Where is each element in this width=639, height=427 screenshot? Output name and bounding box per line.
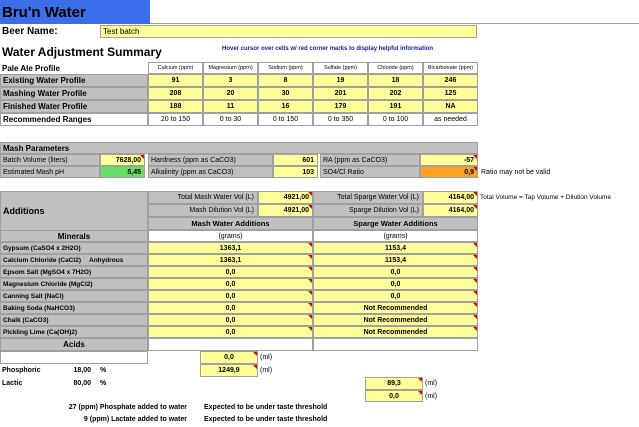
total-sparge-vol-label: Total Sparge Water Vol (L) (313, 191, 423, 204)
mineral-name: Gypsum (CaSO4 x 2H2O) (3, 244, 81, 252)
title-bar-filler (150, 0, 639, 24)
profile-col-header: Magnesium (ppm) (203, 62, 258, 74)
profile-cell: 125 (423, 87, 478, 100)
batch-volume-input[interactable]: 7628,00 (100, 154, 145, 166)
profile-cell: 20 (203, 87, 258, 100)
mineral-mash-input[interactable]: 1363,1 (148, 254, 313, 266)
mash-ph-label: Estimated Mash pH (0, 166, 100, 178)
mineral-mash-input[interactable]: 0,0 (148, 278, 313, 290)
profile-cell: 191 (368, 100, 423, 113)
mineral-name: Chalk (CaCO3) (3, 316, 49, 324)
profile-cell: NA (423, 100, 478, 113)
lactate-note: 9 (ppm) Lactate added to water (83, 416, 187, 423)
profile-cell: 11 (203, 100, 258, 113)
mineral-row-label (0, 266, 148, 278)
acids-header: Acids (0, 338, 148, 351)
mineral-sparge-input[interactable]: Not Recommended (313, 302, 478, 314)
additions-title: Additions (0, 191, 148, 231)
profile-cell: 16 (258, 100, 313, 113)
total-mash-vol-input[interactable]: 4921,00 (258, 191, 313, 204)
profile-col-header: Sodium (ppm) (258, 62, 313, 74)
lactic-label: Lactic (2, 380, 23, 387)
mash-parameters-title: Mash Parameters (0, 142, 478, 154)
mineral-sparge-input[interactable]: Not Recommended (313, 314, 478, 326)
profile-cell: 208 (148, 87, 203, 100)
profile-cell: 0 to 100 (368, 113, 423, 126)
phosphoric-label: Phosphoric (2, 367, 41, 374)
beer-name-input[interactable]: Test batch (100, 25, 477, 38)
ml-unit: (ml) (425, 392, 438, 400)
beer-name-label: Beer Name: (2, 26, 58, 37)
mineral-mash-input[interactable]: 1363,1 (148, 242, 313, 254)
mash-unit: (grams) (148, 230, 313, 242)
mineral-row-label (0, 326, 148, 338)
so4-cl-ratio-label: SO4/Cl Ratio (320, 166, 420, 178)
profile-cell: 20 to 150 (148, 113, 203, 126)
sparge-additions-header: Sparge Water Additions (313, 217, 478, 230)
profile-cell: 246 (423, 74, 478, 87)
mineral-row-label (0, 302, 148, 314)
profile-col-header: Bicarbonate (ppm) (423, 62, 478, 74)
mineral-name: Pickling Lime (Ca(OH)2) (3, 328, 78, 336)
profile-cell: 91 (148, 74, 203, 87)
phosphate-note: 27 (ppm) Phosphate added to water (68, 404, 187, 411)
ml-unit: (ml) (260, 354, 273, 361)
profile-col-header: Sulfate (ppm) (313, 62, 368, 74)
total-sparge-vol-input[interactable]: 4164,00 (423, 191, 478, 204)
phosphoric-pct[interactable]: 18,00 (73, 367, 91, 374)
profile-cell: as needed (423, 113, 478, 126)
mineral-name: Magnesium Chloride (MgCl2) (3, 280, 93, 288)
mineral-name: Epsom Salt (MgSO4 x 7H2O) (3, 268, 92, 276)
profile-cell: 3 (203, 74, 258, 87)
acid-sparge-blank (313, 338, 478, 351)
hardness-value: 601 (273, 154, 318, 166)
mineral-mash-input[interactable]: 0,0 (148, 266, 313, 278)
profile-row-label: Recommended Ranges (0, 113, 148, 126)
app-title: Bru'n Water (0, 0, 150, 24)
minerals-header: Minerals (0, 230, 148, 242)
acid-mash-blank (148, 338, 313, 351)
mineral-row-label (0, 278, 148, 290)
mineral-name: Baking Soda (NaHCO3) (3, 304, 75, 312)
profile-name: Pale Ale Profile (2, 63, 60, 73)
lactic-pct-sign: % (100, 380, 107, 387)
profile-cell: 188 (148, 100, 203, 113)
mineral-mash-input[interactable]: 0,0 (148, 290, 313, 302)
mineral-row-label (0, 314, 148, 326)
mineral-row-label (0, 254, 148, 266)
profile-cell: 18 (368, 74, 423, 87)
alkalinity-label: Alkalinity (ppm as CaCO3) (148, 166, 273, 178)
mineral-mash-input[interactable]: 0,0 (148, 302, 313, 314)
phosphoric-mash-value[interactable]: 1249,9 (200, 364, 258, 377)
profile-cell: 201 (313, 87, 368, 100)
profile-row-label: Mashing Water Profile (0, 87, 148, 100)
profile-cell: 0 to 30 (203, 113, 258, 126)
mash-additions-header: Mash Water Additions (148, 217, 313, 230)
profile-cell: 19 (313, 74, 368, 87)
profile-cell: 179 (313, 100, 368, 113)
mineral-sparge-input[interactable]: Not Recommended (313, 326, 478, 338)
mineral-sparge-input[interactable]: 0,0 (313, 278, 478, 290)
acid-mash-value-0[interactable]: 0,0 (200, 351, 258, 364)
mash-dilution-input[interactable]: 4921,00 (258, 204, 313, 217)
total-volume-note: Total Volume = Tap Volume + Dilution Volume (480, 194, 612, 201)
acid-row-blank (0, 351, 148, 364)
alkalinity-value: 103 (273, 166, 318, 178)
mineral-row-label (0, 290, 148, 302)
mineral-sparge-input[interactable]: 1153,4 (313, 254, 478, 266)
lactate-threshold: Expected to be under taste threshold (204, 416, 328, 423)
mineral-mash-input[interactable]: 0,0 (148, 326, 313, 338)
profile-cell: 0 to 350 (313, 113, 368, 126)
sparge-dilution-input[interactable]: 4164,00 (423, 204, 478, 217)
ml-unit: (ml) (425, 380, 438, 387)
page-title: Water Adjustment Summary (2, 44, 162, 59)
phosphate-threshold: Expected to be under taste threshold (204, 404, 328, 411)
ra-label: RA (ppm as CaCO3) (320, 154, 420, 166)
mineral-row-label (0, 242, 148, 254)
phosphoric-pct-sign: % (100, 367, 107, 374)
mash-ph-value: 5,45 (100, 166, 145, 178)
acid-sparge-value-0[interactable]: 0,0 (365, 390, 423, 402)
profile-col-header: Calcium (ppm) (148, 62, 203, 74)
mineral-sparge-input[interactable]: 0,0 (313, 266, 478, 278)
total-mash-vol-label: Total Mash Water Vol (L) (148, 191, 258, 204)
lactic-pct[interactable]: 80,00 (73, 380, 91, 387)
profile-row-label: Finished Water Profile (0, 100, 148, 113)
profile-cell: 8 (258, 74, 313, 87)
batch-volume-label: Batch Volume (liters) (0, 154, 100, 166)
hover-note: Hover cursor over cells w/ red corner marks to display helpful information (222, 46, 434, 52)
mineral-name: Calcium Chloride (CaCl2) (3, 256, 82, 264)
sparge-dilution-label: Sparge Dilution Vol (L) (313, 204, 423, 217)
profile-row-label: Existing Water Profile (0, 74, 148, 87)
mineral-extra: Anhydrous (89, 256, 124, 264)
profile-cell: 202 (368, 87, 423, 100)
lactic-sparge-value[interactable]: 89,3 (365, 377, 423, 390)
sparge-unit: (grams) (313, 230, 478, 242)
mash-dilution-label: Mash Dilution Vol (L) (148, 204, 258, 217)
mineral-sparge-input[interactable]: 0,0 (313, 290, 478, 302)
hardness-label: Hardness (ppm as CaCO3) (148, 154, 273, 166)
mineral-sparge-input[interactable]: 1153,4 (313, 242, 478, 254)
profile-cell: 30 (258, 87, 313, 100)
profile-cell: 0 to 150 (258, 113, 313, 126)
ra-value[interactable]: -57 (420, 154, 478, 166)
mineral-name: Canning Salt (NaCl) (3, 292, 64, 300)
ratio-warning: Ratio may not be valid (481, 168, 551, 176)
mineral-mash-input[interactable]: 0,0 (148, 314, 313, 326)
ml-unit: (ml) (260, 367, 273, 374)
profile-col-header: Chloride (ppm) (368, 62, 423, 74)
so4-cl-ratio-value[interactable]: 0,9 (420, 166, 478, 178)
